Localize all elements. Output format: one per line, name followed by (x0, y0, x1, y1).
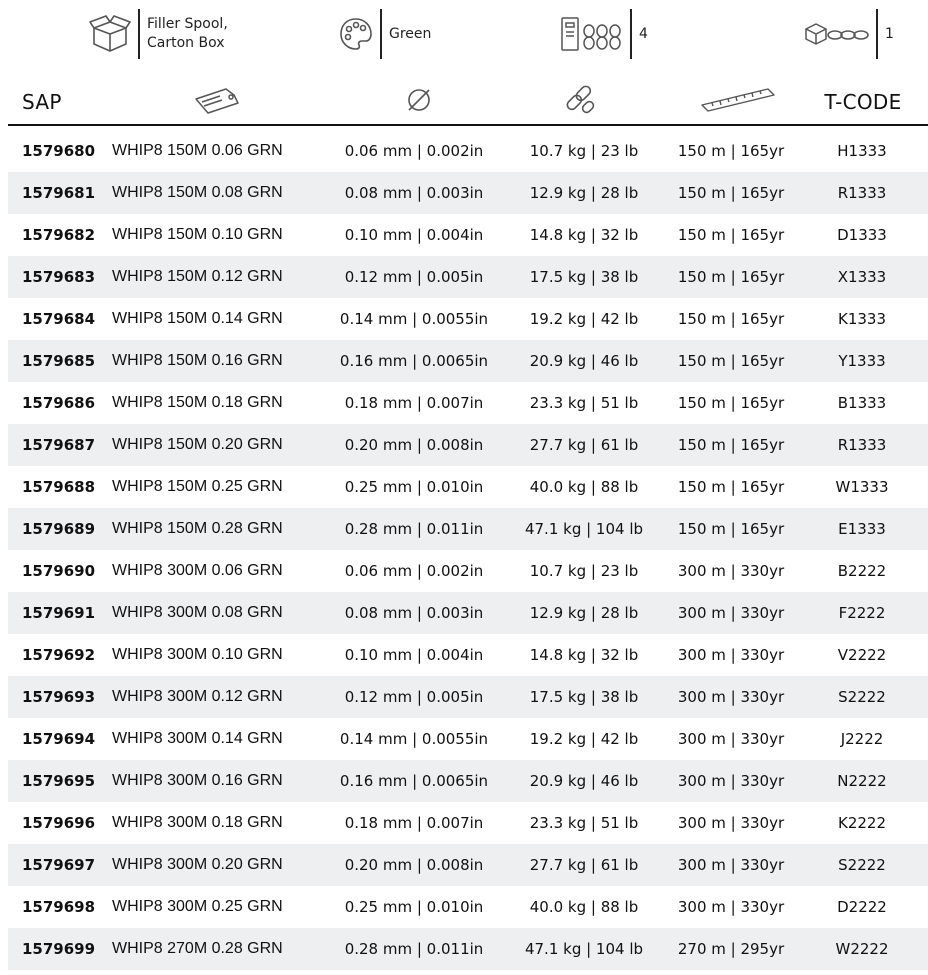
column-header-length (698, 80, 778, 124)
product-name-cell: WHIP8 300M 0.16 GRN (112, 772, 283, 789)
spec-boxes-text: 1 (885, 25, 894, 42)
table-row (8, 676, 928, 718)
tcode-cell: R1333 (837, 436, 887, 454)
breaking-strength-cell: 23.3 kg | 51 lb (529, 394, 639, 412)
table-row (8, 592, 928, 634)
table-row (8, 424, 928, 466)
sap-cell: 1579685 (22, 352, 96, 370)
length-cell: 150 m | 165yr (677, 394, 785, 412)
product-name-cell: WHIP8 300M 0.18 GRN (112, 814, 283, 831)
length-cell: 150 m | 165yr (677, 226, 785, 244)
table-row (8, 508, 928, 550)
product-name-cell: WHIP8 300M 0.12 GRN (112, 688, 283, 705)
length-cell: 300 m | 330yr (677, 562, 785, 580)
table-row (8, 844, 928, 886)
open-box-icon (88, 14, 132, 54)
breaking-strength-cell: 19.2 kg | 42 lb (529, 310, 639, 328)
carton-spools-icon (560, 14, 624, 54)
sap-cell: 1579698 (22, 898, 96, 916)
product-name-cell: WHIP8 150M 0.16 GRN (112, 352, 283, 369)
length-cell: 300 m | 330yr (677, 646, 785, 664)
sap-cell: 1579684 (22, 310, 96, 328)
spec-packaging-text: Filler Spool, Carton Box (147, 16, 228, 51)
diameter-cell: 0.28 mm | 0.011in (344, 520, 484, 538)
sap-cell: 1579683 (22, 268, 96, 286)
product-name-cell: WHIP8 300M 0.10 GRN (112, 646, 283, 663)
tcode-cell: K1333 (837, 310, 886, 328)
tcode-cell: D1333 (837, 226, 887, 244)
breaking-strength-cell: 19.2 kg | 42 lb (529, 730, 639, 748)
palette-icon (338, 16, 374, 52)
breaking-strength-cell: 17.5 kg | 38 lb (529, 268, 639, 286)
sap-cell: 1579682 (22, 226, 96, 244)
length-cell: 300 m | 330yr (677, 730, 785, 748)
sap-cell: 1579697 (22, 856, 96, 874)
product-name-cell: WHIP8 150M 0.18 GRN (112, 394, 283, 411)
breaking-strength-cell: 14.8 kg | 32 lb (529, 226, 639, 244)
sap-cell: 1579699 (22, 940, 96, 958)
table-row (8, 886, 928, 928)
table-row (8, 466, 928, 508)
length-cell: 300 m | 330yr (677, 898, 785, 916)
sap-cell: 1579680 (22, 142, 96, 160)
column-header-sap (22, 80, 92, 124)
sap-cell: 1579695 (22, 772, 96, 790)
tcode-cell: V2222 (837, 646, 887, 664)
length-cell: 300 m | 330yr (677, 688, 785, 706)
divider (876, 9, 878, 59)
stacked-spools-icon (804, 19, 870, 49)
table-body (8, 130, 928, 970)
diameter-cell: 0.06 mm | 0.002in (344, 142, 484, 160)
breaking-strength-cell: 12.9 kg | 28 lb (529, 604, 639, 622)
length-cell: 150 m | 165yr (677, 520, 785, 538)
sap-cell: 1579696 (22, 814, 96, 832)
sap-cell: 1579694 (22, 730, 96, 748)
table-header (8, 80, 928, 126)
sap-cell: 1579687 (22, 436, 96, 454)
breaking-strength-cell: 27.7 kg | 61 lb (529, 436, 639, 454)
sap-cell: 1579686 (22, 394, 96, 412)
breaking-strength-cell: 20.9 kg | 46 lb (529, 772, 639, 790)
spec-spools-per-carton (560, 8, 648, 60)
sap-cell: 1579690 (22, 562, 96, 580)
breaking-strength-cell: 27.7 kg | 61 lb (529, 856, 639, 874)
diameter-cell: 0.20 mm | 0.008in (344, 856, 484, 874)
length-cell: 300 m | 330yr (677, 856, 785, 874)
product-name-cell: WHIP8 150M 0.08 GRN (112, 184, 283, 201)
diameter-cell: 0.14 mm | 0.0055in (339, 310, 489, 328)
product-name-cell: WHIP8 150M 0.28 GRN (112, 520, 283, 537)
tcode-cell: S2222 (838, 856, 886, 874)
diameter-cell: 0.10 mm | 0.004in (344, 226, 484, 244)
sap-cell: 1579688 (22, 478, 96, 496)
column-header-tcode-label: T-CODE (824, 90, 902, 114)
table-row (8, 634, 928, 676)
diameter-cell: 0.18 mm | 0.007in (344, 394, 484, 412)
tcode-cell: Y1333 (838, 352, 886, 370)
tcode-cell: B1333 (837, 394, 887, 412)
length-cell: 150 m | 165yr (677, 478, 785, 496)
diameter-cell: 0.18 mm | 0.007in (344, 814, 484, 832)
diameter-icon (404, 85, 434, 119)
breaking-strength-cell: 10.7 kg | 23 lb (529, 562, 639, 580)
product-name-cell: WHIP8 300M 0.14 GRN (112, 730, 283, 747)
product-name-cell: WHIP8 150M 0.25 GRN (112, 478, 283, 495)
diameter-cell: 0.14 mm | 0.0055in (339, 730, 489, 748)
product-name-cell: WHIP8 300M 0.06 GRN (112, 562, 283, 579)
column-header-breaking-strength (556, 80, 606, 124)
spec-color (338, 8, 431, 60)
column-header-name (188, 80, 248, 124)
diameter-cell: 0.06 mm | 0.002in (344, 562, 484, 580)
breaking-strength-cell: 14.8 kg | 32 lb (529, 646, 639, 664)
table-row (8, 256, 928, 298)
breaking-strength-cell: 40.0 kg | 88 lb (529, 898, 639, 916)
diameter-cell: 0.28 mm | 0.011in (344, 940, 484, 958)
product-name-cell: WHIP8 150M 0.14 GRN (112, 310, 283, 327)
table-row (8, 340, 928, 382)
table-row (8, 214, 928, 256)
diameter-cell: 0.25 mm | 0.010in (344, 898, 484, 916)
length-cell: 150 m | 165yr (677, 310, 785, 328)
tcode-cell: X1333 (837, 268, 887, 286)
breaking-strength-cell: 47.1 kg | 104 lb (524, 520, 644, 538)
length-cell: 270 m | 295yr (677, 940, 785, 958)
product-name-cell: WHIP8 150M 0.12 GRN (112, 268, 283, 285)
tcode-cell: W1333 (835, 478, 889, 496)
length-cell: 300 m | 330yr (677, 604, 785, 622)
table-row (8, 928, 928, 970)
breaking-strength-cell: 10.7 kg | 23 lb (529, 142, 639, 160)
diameter-cell: 0.10 mm | 0.004in (344, 646, 484, 664)
diameter-cell: 0.08 mm | 0.003in (344, 184, 484, 202)
breaking-strength-cell: 47.1 kg | 104 lb (524, 940, 644, 958)
spec-boxes (804, 8, 894, 60)
length-cell: 150 m | 165yr (677, 352, 785, 370)
column-header-diameter (394, 80, 444, 124)
length-cell: 150 m | 165yr (677, 268, 785, 286)
sap-cell: 1579681 (22, 184, 96, 202)
product-name-cell: WHIP8 300M 0.25 GRN (112, 898, 283, 915)
sap-cell: 1579693 (22, 688, 96, 706)
breaking-strength-cell: 40.0 kg | 88 lb (529, 478, 639, 496)
table-row (8, 298, 928, 340)
diameter-cell: 0.16 mm | 0.0065in (339, 352, 489, 370)
tcode-cell: J2222 (840, 730, 884, 748)
breaking-strength-cell: 23.3 kg | 51 lb (529, 814, 639, 832)
sap-cell: 1579692 (22, 646, 96, 664)
diameter-cell: 0.20 mm | 0.008in (344, 436, 484, 454)
length-cell: 150 m | 165yr (677, 142, 785, 160)
table-row (8, 550, 928, 592)
header-rule (8, 124, 928, 126)
table-row (8, 130, 928, 172)
tcode-cell: W2222 (835, 940, 889, 958)
breaking-strength-cell: 20.9 kg | 46 lb (529, 352, 639, 370)
column-header-sap-label: SAP (22, 90, 62, 114)
product-name-cell: WHIP8 150M 0.10 GRN (112, 226, 283, 243)
tcode-cell: H1333 (837, 142, 887, 160)
spec-packaging (88, 8, 228, 60)
length-cell: 150 m | 165yr (677, 184, 785, 202)
tcode-cell: N2222 (837, 772, 887, 790)
spec-spools-per-carton-text: 4 (639, 25, 648, 42)
table-row (8, 760, 928, 802)
divider (380, 9, 382, 59)
diameter-cell: 0.12 mm | 0.005in (344, 268, 484, 286)
diameter-cell: 0.16 mm | 0.0065in (339, 772, 489, 790)
length-cell: 300 m | 330yr (677, 814, 785, 832)
breaking-strength-cell: 12.9 kg | 28 lb (529, 184, 639, 202)
tcode-cell: B2222 (837, 562, 887, 580)
product-name-cell: WHIP8 300M 0.20 GRN (112, 856, 283, 873)
column-header-tcode (808, 80, 918, 124)
tcode-cell: S2222 (838, 688, 886, 706)
divider (630, 9, 632, 59)
sap-cell: 1579689 (22, 520, 96, 538)
tcode-cell: F2222 (838, 604, 886, 622)
diameter-cell: 0.08 mm | 0.003in (344, 604, 484, 622)
length-cell: 300 m | 330yr (677, 772, 785, 790)
tcode-cell: D2222 (837, 898, 887, 916)
spec-strip (0, 0, 928, 80)
product-name-cell: WHIP8 270M 0.28 GRN (112, 940, 283, 957)
table-row (8, 172, 928, 214)
diameter-cell: 0.12 mm | 0.005in (344, 688, 484, 706)
tcode-cell: R1333 (837, 184, 887, 202)
chain-link-icon (563, 82, 599, 122)
tcode-cell: E1333 (838, 520, 886, 538)
length-cell: 150 m | 165yr (677, 436, 785, 454)
breaking-strength-cell: 17.5 kg | 38 lb (529, 688, 639, 706)
product-name-cell: WHIP8 150M 0.20 GRN (112, 436, 283, 453)
diameter-cell: 0.25 mm | 0.010in (344, 478, 484, 496)
product-name-cell: WHIP8 150M 0.06 GRN (112, 142, 283, 159)
table-row (8, 802, 928, 844)
divider (138, 9, 140, 59)
table-row (8, 382, 928, 424)
table-row (8, 718, 928, 760)
sap-cell: 1579691 (22, 604, 96, 622)
ruler-icon (700, 85, 776, 119)
product-name-cell: WHIP8 300M 0.08 GRN (112, 604, 283, 621)
spec-color-text: Green (389, 25, 432, 42)
tcode-cell: K2222 (837, 814, 886, 832)
price-tag-icon (192, 83, 244, 121)
